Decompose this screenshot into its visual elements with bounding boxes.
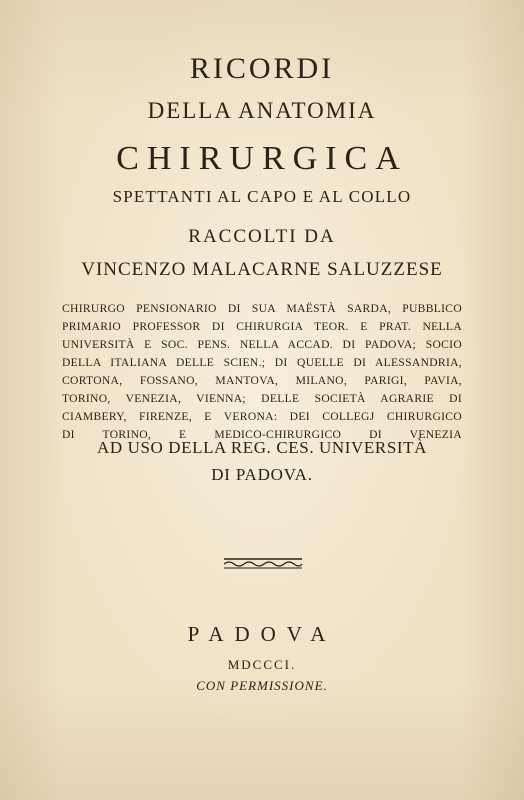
credentials-line: TORINO, VENEZIA, VIENNA; DELLE SOCIETÀ AGRARIE DI — [62, 392, 462, 405]
credentials-line: PRIMARIO PROFESSOR DI CHIRURGIA TEOR. E PRAT. NELLA — [62, 320, 462, 333]
credentials-line: DI TORINO, E MEDICO-CHIRURGICO DI VENEZIA — [62, 428, 462, 441]
printers-ornament-rule — [222, 556, 304, 570]
author-credentials — [62, 300, 462, 444]
imprint-year: MDCCCI. — [227, 657, 297, 672]
title-line-ricordi: RICORDI — [189, 52, 335, 85]
credentials-line: UNIVERSITÀ E SOC. PENS. NELLA ACCAD. DI PADOVA; SOCIO — [62, 338, 462, 351]
title-line-anatomia: DELLA ANATOMIA — [147, 98, 377, 123]
dedication-line-1: AD USO DELLA REG. CES. UNIVERSITÀ — [96, 438, 428, 457]
imprint-permission: CON PERMISSIONE. — [196, 678, 328, 693]
credentials-line: CHIRURGO PENSIONARIO DI SUA MAËSTÀ SARDA, PUBBLICO — [62, 302, 462, 315]
subtitle-capo-collo: SPETTANTI AL CAPO E AL COLLO — [112, 187, 412, 206]
raccolti-da: RACCOLTI DA — [188, 226, 336, 247]
imprint-place: PADOVA — [187, 622, 337, 646]
author-name: VINCENZO MALACARNE SALUZZESE — [81, 259, 443, 280]
credentials-line: CIAMBERY, FIRENZE, E VERONA: DEI COLLEGJ CHIRURGICO — [62, 410, 462, 423]
credentials-line: CORTONA, FOSSANO, MANTOVA, MILANO, PARIGI, PAVIA, — [62, 374, 462, 387]
title-line-chirurgica: CHIRURGICA — [116, 140, 408, 177]
credentials-line: DELLA ITALIANA DELLE SCIEN.; DI QUELLE DI ALESSANDRIA, — [62, 356, 462, 369]
dedication-line-2: DI PADOVA. — [211, 465, 313, 484]
